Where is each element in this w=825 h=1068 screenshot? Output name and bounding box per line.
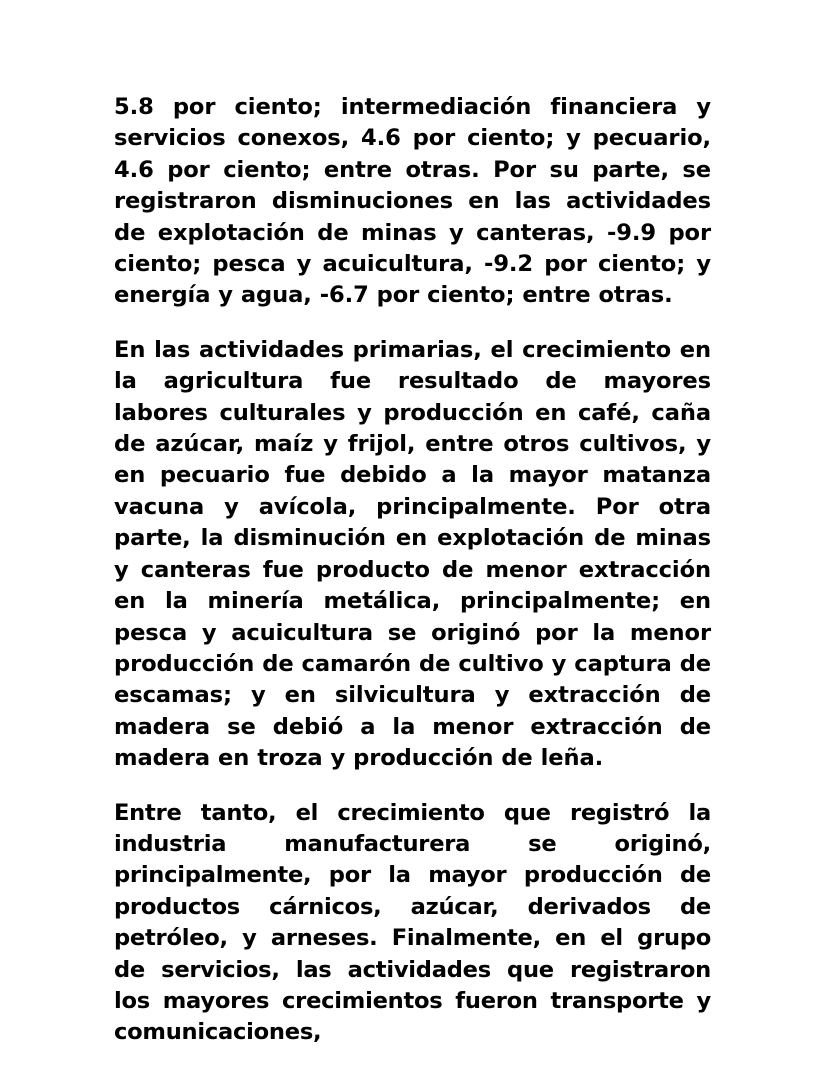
paragraph-3: Entre tanto, el crecimiento que registró la industria manufacturera se originó, principalmente, por la mayor producción de productos cárnicos, azúcar, derivados de petróleo, y arneses. Finalmente, en el grupo de servicios, las actividades que registraron los mayores crecimientos fueron transporte y comunicaciones, xyxy=(114,799,711,1046)
document-text-column xyxy=(114,92,711,1057)
paragraph-1: 5.8 por ciento; intermediación financiera y servicios conexos, 4.6 por ciento; y pecuario, 4.6 por ciento; entre otras. Por su parte, se registraron disminuciones en las actividades de explotación de minas y canteras, -9.9 por ciento; pesca y acuicultura, -9.2 por ciento; y energía y agua, -6.7 por ciento; entre otras. xyxy=(114,94,711,309)
paragraph-2: En las actividades primarias, el crecimiento en la agricultura fue resultado de mayores labores culturales y producción en café, caña de azúcar, maíz y frijol, entre otros cultivos, y en pecuario fue debido a la mayor matanza vacuna y avícola, principalmente. Por otra parte, la disminución en explotación de minas y canteras fue producto de menor extracción en la minería metálica, principalmente; en pesca y acuicultura se originó por la menor producción de camarón de cultivo y captura de escamas; y en silvicultura y extracción de madera se debió a la menor extracción de madera en troza y producción de leña. xyxy=(114,336,711,772)
